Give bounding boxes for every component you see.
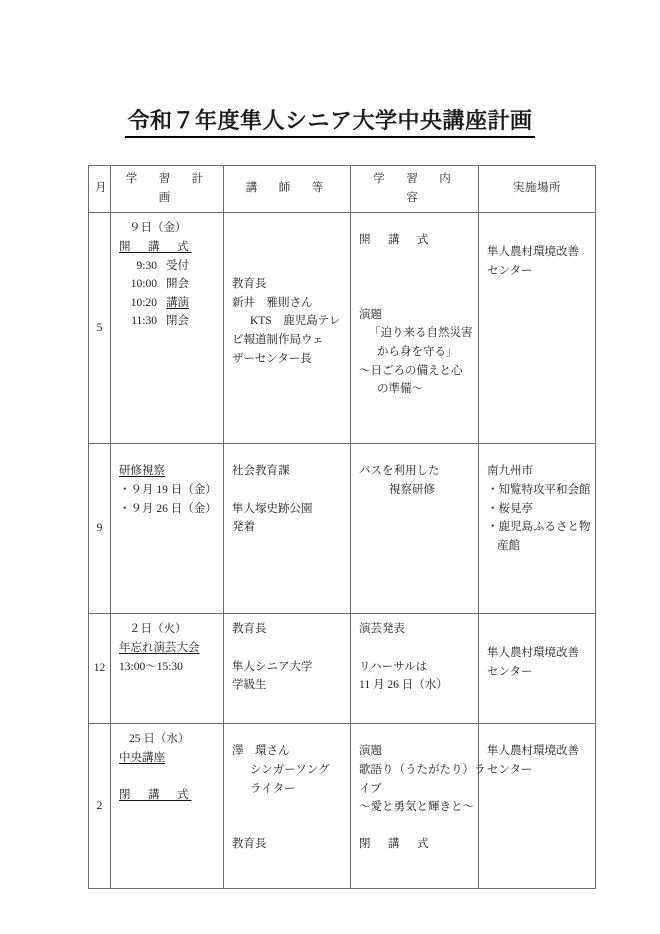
- content-line: 閉 講 式: [359, 838, 432, 851]
- place-line: 南九州市: [487, 465, 533, 478]
- row-content: [351, 444, 479, 614]
- plan-item: ・９月 26 日（金）: [119, 502, 217, 515]
- plan-heading: 研修視察: [119, 465, 165, 478]
- place-line: センター: [487, 665, 533, 678]
- content-line: から身を守る」: [377, 346, 458, 358]
- spacer: [359, 250, 471, 269]
- schedule-label: 受付: [166, 259, 189, 272]
- plan-date: ９日（金）: [129, 222, 187, 235]
- content-line: 〜愛と勇気と輝きと〜: [359, 801, 474, 814]
- table-row: [89, 444, 596, 614]
- teacher-line: 隼人シニア大学: [232, 660, 313, 673]
- spacer: [359, 287, 471, 306]
- row-teacher: [224, 724, 351, 889]
- place-line: ・桜見亭: [487, 502, 533, 515]
- teacher-line: 隼人塚史跡公園: [232, 502, 313, 515]
- row-month: 5: [89, 213, 111, 444]
- schedule-label: 開会: [166, 278, 189, 291]
- column-header-content: 学 習 内 容: [351, 166, 479, 213]
- row-plan: [111, 614, 224, 724]
- teacher-line: 教育長: [232, 623, 267, 636]
- content-line: 〜日ごろの備えと心: [359, 364, 463, 377]
- course-plan-table: [88, 165, 596, 889]
- content-line: イブ: [359, 782, 382, 795]
- column-header-teacher: 講 師 等: [224, 166, 351, 213]
- schedule-item: [119, 275, 216, 294]
- teacher-line: 新井 雅則さん: [232, 296, 313, 309]
- spacer: [232, 639, 343, 658]
- spacer: [359, 817, 471, 836]
- teacher-line: ライター: [250, 782, 296, 795]
- page-title-text: 令和７年度隼人シニア大学中央講座計画: [125, 108, 534, 138]
- row-place: [479, 724, 596, 889]
- spacer: [232, 257, 343, 276]
- spacer: [359, 269, 471, 288]
- content-line: 演題: [359, 745, 382, 758]
- table-row: [89, 724, 596, 889]
- place-line: ・知覧特攻平和会館: [487, 483, 591, 496]
- place-line: センター: [487, 763, 533, 776]
- schedule-label: 閉会: [166, 315, 189, 328]
- plan-closing: 閉 講 式: [119, 789, 192, 802]
- column-header-month: 月: [89, 166, 111, 213]
- row-month: 9: [89, 444, 111, 614]
- row-teacher: [224, 614, 351, 724]
- schedule-item: [119, 312, 216, 331]
- row-plan: [111, 213, 224, 444]
- spacer: [232, 481, 343, 500]
- row-teacher: [224, 213, 351, 444]
- place-line: 隼人農村環境改善: [487, 647, 579, 660]
- place-line: 隼人農村環境改善: [487, 246, 579, 259]
- spacer: [232, 238, 343, 257]
- schedule-item: [119, 294, 216, 313]
- plan-heading: 開 講 式: [119, 240, 192, 253]
- content-line: 歌語り（うたがたり）ラ: [359, 763, 486, 776]
- plan-date: ２日（火）: [129, 623, 187, 636]
- spacer: [359, 639, 471, 658]
- row-place: [479, 614, 596, 724]
- table-row: [89, 614, 596, 724]
- schedule-time: 11:30: [131, 315, 157, 328]
- place-line: ・鹿児島ふるさと物: [487, 521, 591, 534]
- row-content: [351, 724, 486, 889]
- row-place: [479, 444, 596, 614]
- schedule-time: 10:20: [130, 296, 157, 309]
- teacher-line: KTS 鹿児島テレ: [250, 315, 341, 328]
- schedule-label: 講演: [166, 296, 189, 309]
- content-subject-label: 演題: [359, 308, 382, 321]
- place-line: 隼人農村環境改善: [487, 745, 579, 758]
- table-header-row: [89, 166, 596, 213]
- table-row: [89, 213, 596, 444]
- plan-item: ・９月 19 日（金）: [119, 483, 217, 496]
- row-teacher: [224, 444, 351, 614]
- teacher-line: ビ報道制作局ウェ: [232, 334, 324, 346]
- content-line: の準備〜: [377, 383, 423, 396]
- row-content: [351, 213, 479, 444]
- plan-date: 25 日（水）: [129, 733, 190, 746]
- content-line: 演芸発表: [359, 623, 405, 636]
- teacher-line: 学級生: [232, 679, 267, 692]
- schedule-time: 9:30: [136, 259, 157, 272]
- teacher-line: ザーセンター長: [232, 352, 312, 365]
- row-place: [479, 213, 596, 444]
- row-plan: [111, 724, 224, 889]
- plan-heading: 中央講座: [119, 751, 165, 764]
- row-content: [351, 614, 479, 724]
- plan-time-range: 13:00〜15:30: [119, 660, 183, 673]
- content-line: バスを利用した: [359, 465, 440, 478]
- content-heading: 開 講 式: [359, 234, 432, 247]
- teacher-line: 澤 環さん: [232, 745, 290, 758]
- place-line: センター: [487, 264, 533, 277]
- content-line: 視察研修: [389, 483, 435, 496]
- teacher-line: 教育長: [232, 838, 267, 851]
- spacer: [232, 817, 343, 836]
- spacer: [119, 768, 216, 787]
- page-title: [0, 108, 660, 138]
- teacher-line: 発着: [232, 521, 255, 534]
- content-line: 11 月 26 日（水）: [359, 679, 448, 692]
- spacer: [232, 798, 343, 817]
- schedule-item: [119, 257, 216, 276]
- row-plan: [111, 444, 224, 614]
- teacher-line: シンガーソング: [250, 763, 330, 776]
- teacher-line: 社会教育課: [232, 465, 290, 478]
- row-month: 2: [89, 724, 111, 889]
- content-line: リハーサルは: [359, 660, 428, 673]
- column-header-place: 実施場所: [479, 166, 596, 213]
- place-line: 産館: [497, 539, 520, 552]
- row-month: 12: [89, 614, 111, 724]
- spacer: [232, 219, 343, 238]
- content-line: 「迫り来る自然災害: [369, 327, 473, 340]
- teacher-line: 教育長: [232, 278, 267, 291]
- schedule-time: 10:00: [130, 278, 157, 291]
- plan-heading: 年忘れ演芸大会: [119, 641, 200, 654]
- column-header-plan: 学 習 計 画: [111, 166, 224, 213]
